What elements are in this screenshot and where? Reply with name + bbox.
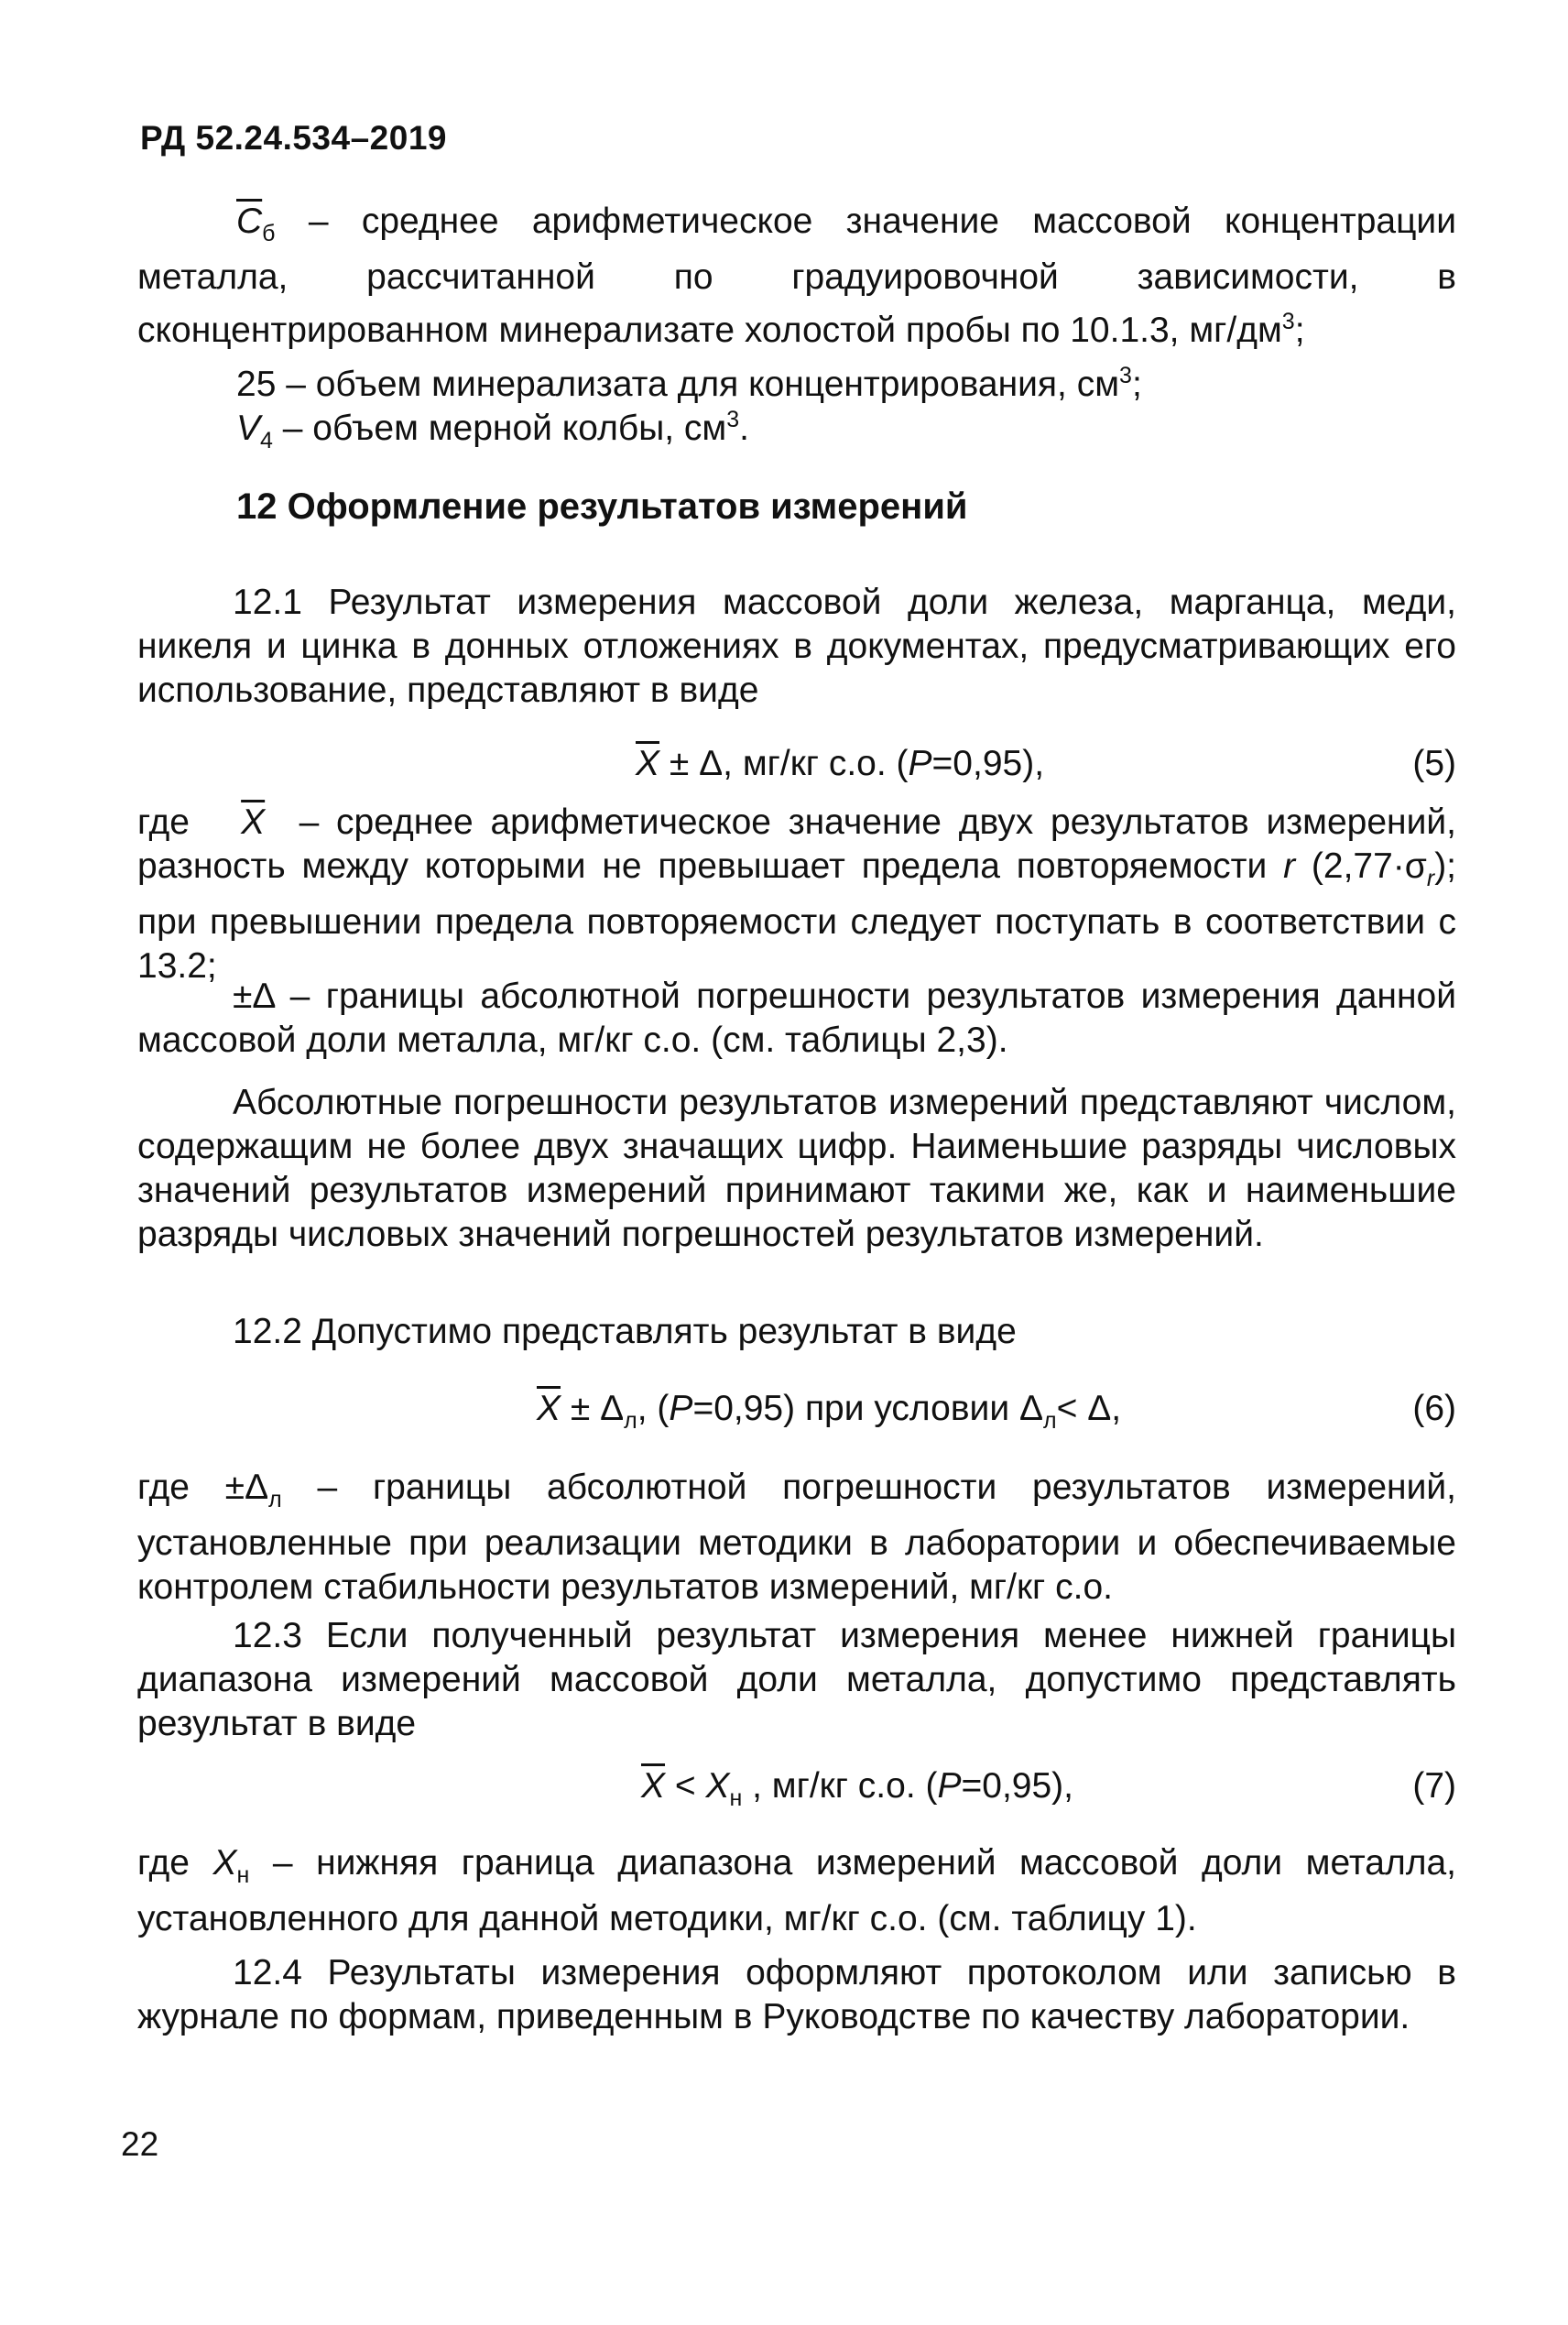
symbol-c: $\overline{C}$ <box>236 202 263 241</box>
formula-sub: л <box>1043 1407 1057 1434</box>
formula-7 <box>641 1764 1073 1820</box>
document-code: РД 52.24.534–2019 <box>140 119 447 157</box>
variable-c6-definition <box>137 200 1456 353</box>
symbol-x: $\overline{X}$ <box>241 802 266 842</box>
formula-p: P <box>669 1389 693 1428</box>
where-lead: где <box>137 1843 213 1883</box>
formula-pm: ± Δ <box>659 744 724 783</box>
symbol-xn: X <box>212 1843 237 1883</box>
where-5-definition <box>137 801 1456 988</box>
formula-unit: , мг/кг с.о. ( <box>723 744 909 783</box>
where-7-text: – нижняя граница диапазона измерений массовой доли металла, установленного для данной методики, мг/кг с.о. (см. таблицу 1). <box>137 1843 1456 1938</box>
punct: . <box>739 409 749 448</box>
formula-text-b: , ( <box>637 1389 670 1428</box>
page-number: 22 <box>121 2125 159 2163</box>
formula-lt: < <box>665 1766 706 1806</box>
paragraph-12-3: 12.3 Если полученный результат измерения менее нижней границы диапазона измерений массовой доли металла, допустимо представлять результат в виде <box>137 1616 1456 1743</box>
unit-sup: 3 <box>1281 308 1295 334</box>
symbol-c-sub: б <box>262 220 276 246</box>
where-lead: где ±Δ <box>137 1468 269 1507</box>
formula-symbol-x: $\overline{X}$ <box>641 1766 666 1806</box>
xn-sub: н <box>236 1861 250 1888</box>
unit-sup: 3 <box>1119 363 1132 388</box>
where-5-text-a: – среднее арифметическое значение двух результатов измерений, разность между которыми не превышает предела повторяемости <box>137 802 1456 886</box>
formula-unit: , мг/кг с.о. ( <box>742 1766 938 1806</box>
formula-symbol-x: $\overline{X}$ <box>636 744 660 783</box>
where-6-text: – границы абсолютной погрешности результатов измерений, установленные при реализации методики в лаборатории и обеспечиваемые контролем стабильности результатов измерений, мг/кг с.о. <box>137 1468 1456 1607</box>
formula-6 <box>537 1387 1121 1443</box>
formula-p: P <box>937 1766 962 1806</box>
delta-sub: л <box>268 1486 282 1512</box>
paragraph-12-2: 12.2 Допустимо представлять результат в виде <box>233 1312 1017 1351</box>
formula-p: P <box>908 744 932 783</box>
sigma-sub: r <box>1426 865 1435 891</box>
formula-5 <box>636 742 1044 786</box>
variable-c6-text: – среднее арифметическое значение массовой концентрации металла, рассчитанной по градуировочной зависимости, в сконцентрированном минерализате холостой пробы по 10.1.3, мг/дм <box>137 202 1456 350</box>
formula-symbol-x: $\overline{X}$ <box>537 1389 561 1428</box>
formula-text-d: < Δ, <box>1056 1389 1122 1428</box>
punct: ; <box>1294 310 1305 350</box>
formula-symbol-xn: X <box>705 1766 730 1806</box>
punct: ; <box>1131 365 1142 404</box>
section-heading: 12 Оформление результатов измерений <box>236 486 968 527</box>
where-5-text-b: (2,77·σ <box>1295 846 1427 886</box>
unit-sup: 3 <box>726 407 740 432</box>
paragraph-12-4: 12.4 Результаты измерения оформляют протоколом или записью в журнале по формам, приведенным в Руководстве по качеству лаборатории. <box>137 1953 1456 2036</box>
formula-sub: н <box>729 1785 743 1811</box>
paragraph-12-1: 12.1 Результат измерения массовой доли железа, марганца, меди, никеля и цинка в донных отложениях в документах, предусматривающих его использование, представляют в виде <box>137 583 1456 710</box>
variable-v4-definition <box>236 398 1427 463</box>
where-6-definition <box>137 1466 1456 1610</box>
formula-5-number: (5) <box>1412 744 1456 783</box>
variable-v4-text: – объем мерной колбы, см <box>282 409 727 448</box>
where-5-text-c: ); при превышении предела повторяемости следует поступать в соответствии с 13.2; <box>137 846 1457 986</box>
symbol-r: r <box>1283 846 1296 886</box>
formula-6-number: (6) <box>1412 1389 1456 1428</box>
formula-tail: =0,95), <box>961 1766 1074 1806</box>
formula-tail: =0,95), <box>931 744 1045 783</box>
formula-text-c: =0,95) при условии Δ <box>692 1389 1043 1428</box>
symbol-v: V <box>236 409 261 448</box>
paragraph-absolute-errors: Абсолютные погрешности результатов измерений представляют числом, содержащим не более двух значащих цифр. Наименьшие разряды числовых значений результатов измерений принимают такими же, как и наименьшие разряды числовых значений погрешностей результатов измерений. <box>137 1083 1456 1254</box>
formula-sub: л <box>624 1407 637 1434</box>
symbol-v-sub: 4 <box>260 427 273 453</box>
where-lead: где <box>137 802 190 842</box>
formula-text-a: ± Δ <box>561 1389 625 1428</box>
where-7-definition <box>137 1841 1456 1941</box>
variable-25-text: 25 – объем минерализата для концентрирования, см <box>236 365 1120 404</box>
formula-7-number: (7) <box>1412 1766 1456 1806</box>
delta-definition: ±Δ – границы абсолютной погрешности результатов измерения данной массовой доли металла, мг/кг с.о. (см. таблицы 2,3). <box>137 977 1456 1060</box>
